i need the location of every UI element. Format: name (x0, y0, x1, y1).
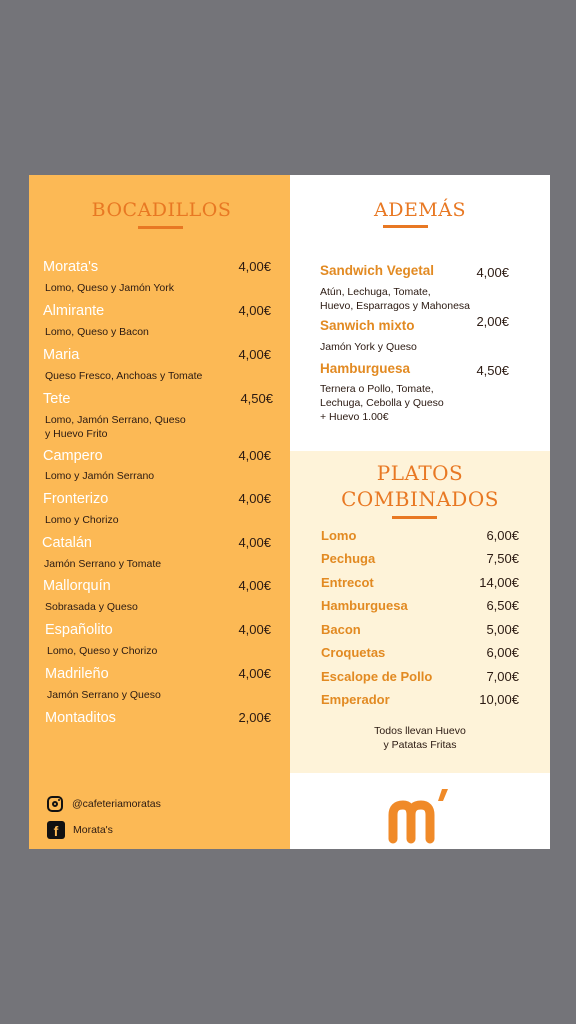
item-desc: Jamón York y Queso (320, 341, 417, 353)
item-name: Sandwich Vegetal (320, 263, 435, 278)
instagram-handle: @cafeteriamoratas (72, 798, 161, 810)
item-name: Sanwich mixto (320, 318, 415, 333)
item-desc: Atún, Lechuga, Tomate, Huevo, Esparragos y Mahonesa (320, 286, 470, 312)
item-name: Tete (43, 391, 71, 407)
item-name: Lomo (321, 528, 357, 543)
item-desc: Jamón Serrano y Queso (47, 689, 161, 701)
facebook-link[interactable] (47, 821, 113, 839)
item-name: Entrecot (321, 575, 374, 590)
item-price: 7,00€ (486, 669, 519, 684)
item-desc: Queso Fresco, Anchoas y Tomate (45, 370, 203, 382)
bocadillos-title: BOCADILLOS (91, 199, 232, 221)
platos-title-line1: PLATOS (376, 461, 464, 485)
moratas-logo-icon (387, 787, 457, 847)
item-price: 4,50€ (240, 391, 273, 406)
facebook-icon: f (47, 821, 65, 839)
item-price: 4,00€ (238, 666, 271, 681)
item-desc: Jamón Serrano y Tomate (44, 558, 162, 570)
item-price: 4,50€ (476, 363, 509, 378)
bocadillos-underline (138, 226, 183, 229)
logo-panel (290, 773, 550, 849)
item-name: Pechuga (321, 551, 376, 566)
item-desc: Lomo y Jamón Serrano (45, 470, 155, 482)
item-price: 7,50€ (486, 551, 519, 566)
item-price: 5,00€ (486, 622, 519, 637)
ademas-title: ADEMÁS (373, 199, 467, 221)
item-name: Catalán (42, 535, 92, 551)
item-name: Croquetas (321, 645, 386, 660)
instagram-icon (47, 796, 63, 812)
item-desc: Lomo y Chorizo (45, 514, 119, 526)
item-name: Mallorquín (43, 578, 111, 594)
item-name: Escalope de Pollo (321, 669, 433, 684)
item-price: 4,00€ (238, 491, 271, 506)
item-name: Montaditos (45, 710, 116, 726)
item-name: Españolito (45, 622, 113, 638)
instagram-link[interactable] (47, 796, 161, 812)
item-name: Morata's (43, 259, 99, 275)
item-price: 4,00€ (238, 303, 271, 318)
item-desc: Lomo, Queso y Bacon (45, 326, 149, 338)
item-price: 6,00€ (486, 645, 519, 660)
item-desc: Sobrasada y Queso (45, 601, 138, 613)
item-name: Fronterizo (43, 491, 109, 507)
item-price: 4,00€ (238, 535, 271, 550)
item-price: 14,00€ (479, 575, 519, 590)
item-name: Emperador (321, 692, 390, 707)
platos-note-line1: Todos llevan Huevo (374, 725, 466, 737)
item-price: 2,00€ (238, 710, 271, 725)
item-price: 4,00€ (238, 347, 271, 362)
item-desc: Lomo, Queso y Chorizo (47, 645, 158, 657)
item-desc: Lomo, Queso y Jamón York (45, 282, 174, 294)
item-price: 4,00€ (238, 578, 271, 593)
facebook-name: Morata's (73, 824, 113, 836)
item-name: Bacon (321, 622, 361, 637)
platos-panel (290, 451, 550, 773)
ademas-panel (290, 175, 550, 451)
item-name: Hamburguesa (321, 598, 408, 613)
item-price: 10,00€ (479, 692, 519, 707)
platos-underline (392, 516, 437, 519)
platos-title-line2: COMBINADOS (341, 487, 499, 511)
item-desc: Lomo, Jamón Serrano, Queso y Huevo Frito (45, 414, 186, 440)
item-price: 4,00€ (238, 259, 271, 274)
item-price: 4,00€ (238, 622, 271, 637)
item-name: Madrileño (45, 666, 109, 682)
ademas-underline (383, 225, 428, 228)
menu-card (29, 175, 550, 849)
platos-note-line2: y Patatas Fritas (383, 739, 457, 751)
item-name: Maria (43, 347, 80, 363)
item-price: 6,50€ (486, 598, 519, 613)
item-price: 2,00€ (476, 314, 509, 329)
bocadillos-panel (29, 175, 290, 849)
item-name: Campero (43, 448, 103, 464)
item-price: 4,00€ (238, 448, 271, 463)
item-price: 4,00€ (476, 265, 509, 280)
item-price: 6,00€ (486, 528, 519, 543)
item-name: Almirante (43, 303, 105, 319)
item-desc: Ternera o Pollo, Tomate, Lechuga, Cebolla y Queso + Huevo 1.00€ (320, 383, 444, 423)
item-name: Hamburguesa (320, 361, 411, 376)
